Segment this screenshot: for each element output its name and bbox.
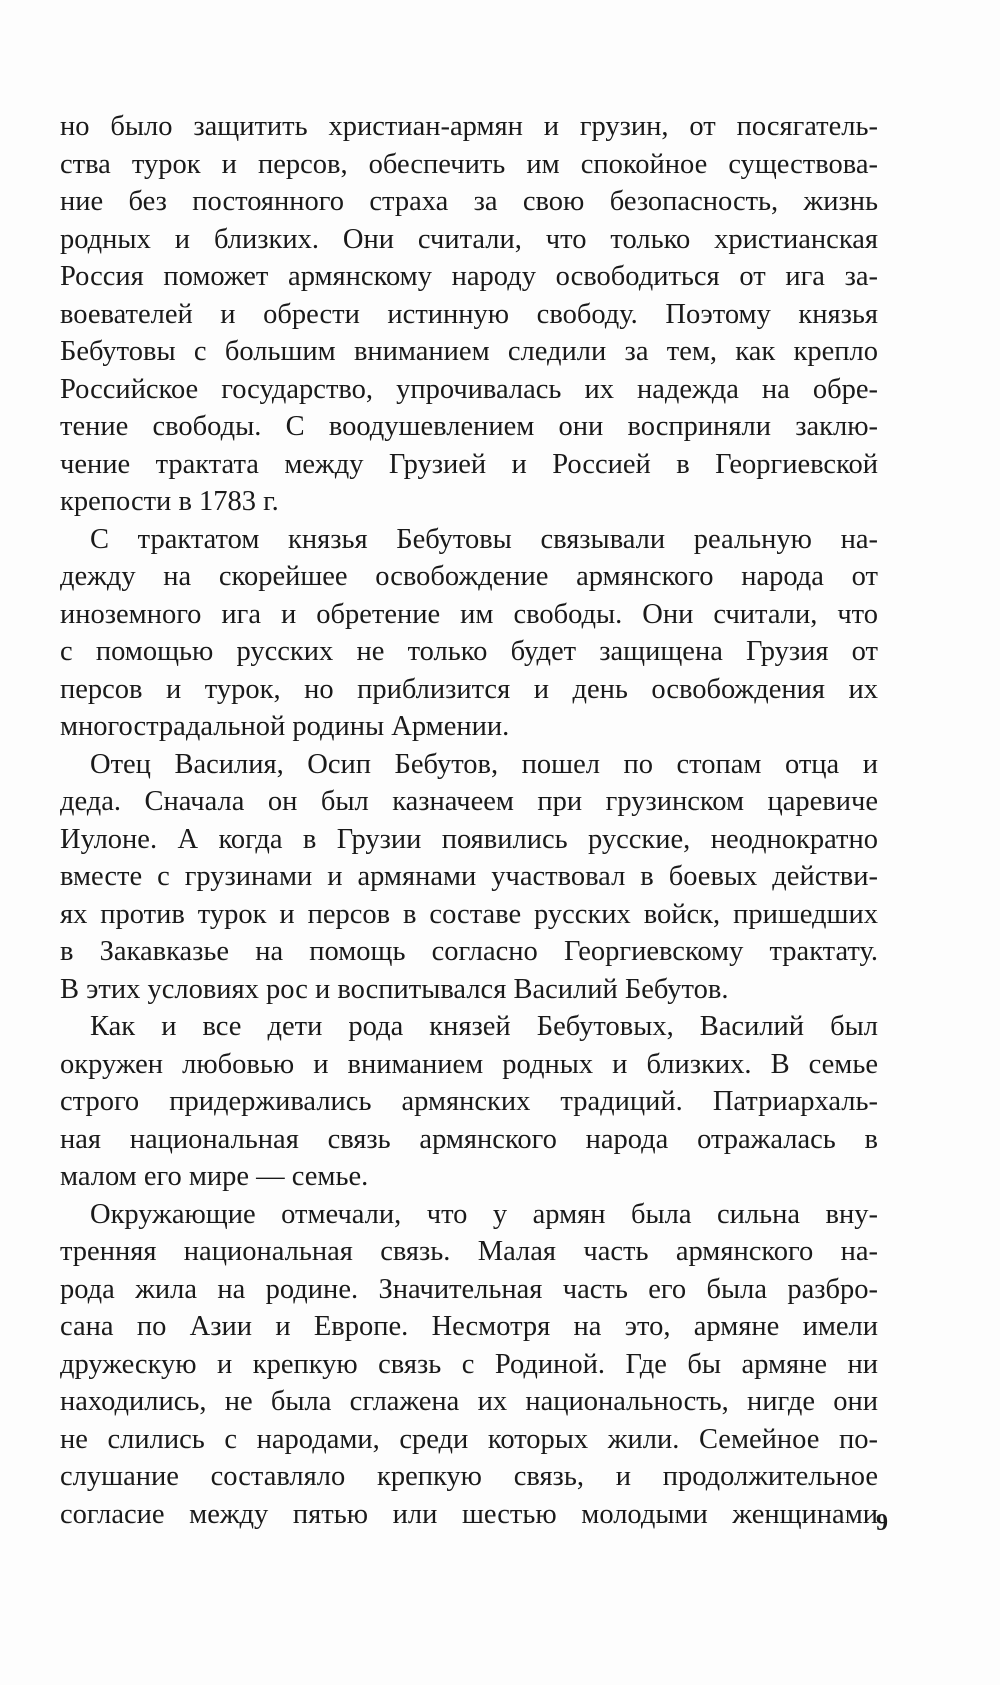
- text-line: согласие между пятью или шестью молодыми женщинами: [60, 1498, 878, 1530]
- text-line: окружен любовью и вниманием родных и близких. В семье: [60, 1048, 878, 1080]
- text-line: ние без постоянного страха за свою безопасность, жизнь: [60, 186, 878, 217]
- text-line: строго придерживались армянских традиций. Патриархаль-: [60, 1086, 878, 1117]
- paragraph-5: [60, 1196, 878, 1534]
- paragraph-1: [60, 108, 878, 521]
- text-line: Отец Василия, Осип Бебутов, пошел по стопам отца и: [90, 748, 878, 780]
- text-line: слушание составляло крепкую связь, и продолжительное: [60, 1461, 878, 1492]
- text-line: Россия поможет армянскому народу освободиться от ига за-: [60, 261, 878, 292]
- page-number: 9: [876, 1510, 888, 1536]
- text-line: в Закавказье на помощь согласно Георгиевскому трактату.: [60, 936, 878, 967]
- paragraph-2: [60, 521, 878, 746]
- text-line: находились, не была сглажена их национальность, нигде они: [60, 1386, 878, 1417]
- text-line: персов и турок, но приблизится и день освобождения их: [60, 673, 878, 705]
- text-line: деда. Сначала он был казначеем при грузинском царевиче: [60, 786, 878, 817]
- text-line: иноземного ига и обретение им свободы. Они считали, что: [60, 598, 878, 630]
- text-line: рода жила на родине. Значительная часть его была разбро-: [60, 1273, 878, 1305]
- text-line: ства турок и персов, обеспечить им спокойное существова-: [60, 148, 878, 180]
- text-line: тренняя национальная связь. Малая часть армянского на-: [60, 1236, 878, 1267]
- text-line: крепости в 1783 г.: [60, 486, 279, 517]
- text-line: с помощью русских не только будет защищена Грузия от: [60, 636, 878, 667]
- text-line: Окружающие отмечали, что у армян была сильна вну-: [90, 1198, 878, 1230]
- text-line: сана по Азии и Европе. Несмотря на это, армяне имели: [60, 1311, 878, 1342]
- text-line: С трактатом князья Бебутовы связывали реальную на-: [90, 523, 878, 555]
- text-line: дружескую и крепкую связь с Родиной. Где бы армяне ни: [60, 1348, 878, 1380]
- paragraph-4: [60, 1008, 878, 1196]
- text-line: ях против турок и персов в составе русских войск, пришедших: [60, 898, 878, 930]
- text-line: Российское государство, упрочивалась их надежда на обре-: [60, 373, 878, 405]
- body-text: [60, 108, 878, 1533]
- text-line: Бебутовы с большим вниманием следили за тем, как крепло: [60, 336, 878, 367]
- text-line: но было защитить христиан-армян и грузин, от посягатель-: [60, 111, 878, 142]
- text-line: воевателей и обрести истинную свободу. Поэтому князья: [60, 298, 878, 330]
- text-line: В этих условиях рос и воспитывался Василий Бебутов.: [60, 973, 729, 1005]
- text-line: Как и все дети рода князей Бебутовых, Василий был: [90, 1011, 878, 1042]
- text-line: ная национальная связь армянского народа отражалась в: [60, 1123, 878, 1155]
- text-line: малом его мире — семье.: [60, 1161, 369, 1192]
- text-line: тение свободы. С воодушевлением они восприняли заклю-: [60, 411, 878, 442]
- paragraph-3: [60, 746, 878, 1009]
- text-line: многострадальной родины Армении.: [60, 711, 510, 742]
- text-line: вместе с грузинами и армянами участвовал в боевых действи-: [60, 861, 878, 892]
- text-line: чение трактата между Грузией и Россией в Георгиевской: [60, 448, 878, 480]
- text-line: не слились с народами, среди которых жили. Семейное по-: [60, 1423, 878, 1455]
- text-line: Иулоне. А когда в Грузии появились русские, неоднократно: [60, 823, 878, 855]
- text-line: дежду на скорейшее освобождение армянского народа от: [60, 561, 878, 592]
- text-line: родных и близких. Они считали, что только христианская: [60, 223, 878, 255]
